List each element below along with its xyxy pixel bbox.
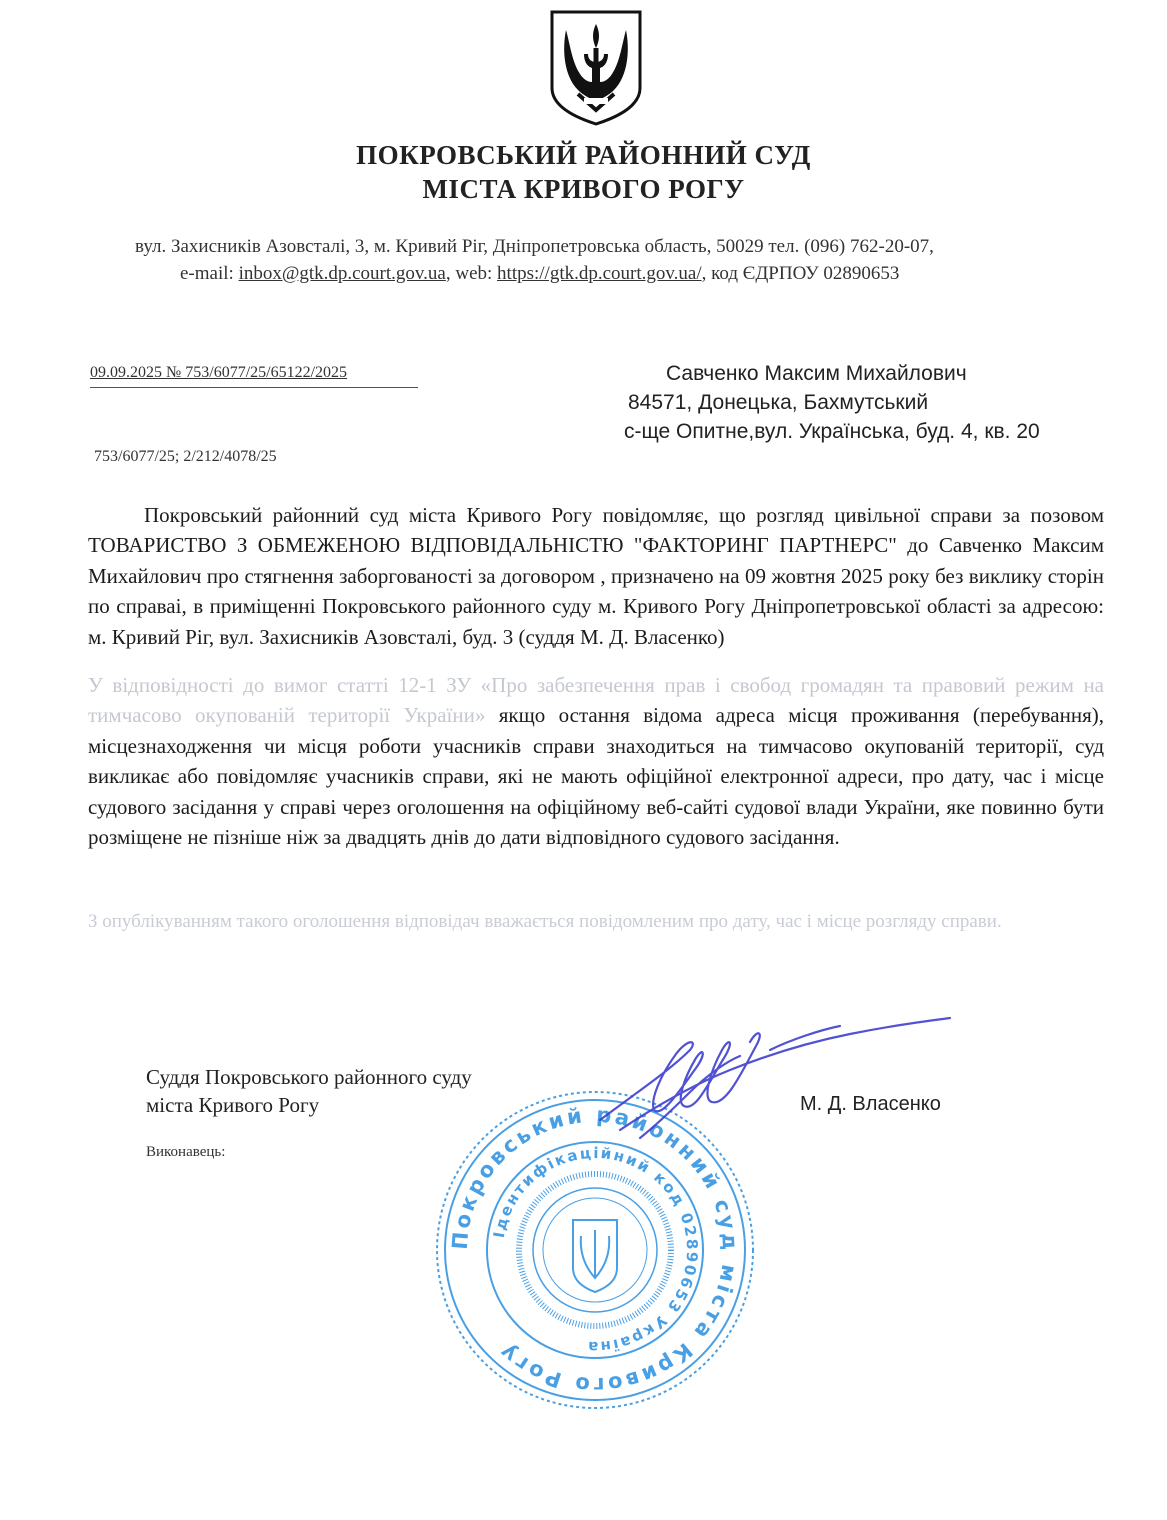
notice-paragraph-2 <box>88 670 1104 852</box>
email-link[interactable]: inbox@gtk.dp.court.gov.ua <box>238 263 446 284</box>
judge-signature <box>580 1010 960 1150</box>
case-numbers: 753/6077/25; 2/212/4078/25 <box>94 448 277 465</box>
web-label: , web: <box>445 263 498 284</box>
faded-law-reference: У відповідності до вимог статті 12-1 ЗУ «Про забезпечення прав і свобод громадян та правовий режим на тимчасово окупованій території України» <box>88 673 1104 728</box>
court-name-line2: МІСТА КРИВОГО РОГУ <box>422 174 745 204</box>
outgoing-reference: 09.09.2025 № 753/6077/25/65122/2025 <box>90 364 348 381</box>
judge-title-line1: Суддя Покровського районного суду <box>146 1065 472 1089</box>
notice-paragraph-1: Покровський районний суд міста Кривого Рогу повідомляє, що розгляд цивільної справи за позовом ТОВАРИСТВО З ОБМЕЖЕНОЮ ВІДПОВІДАЛЬНІСТЮ "ФАКТОРИНГ ПАРТНЕРС" до Савченко Максим Михайлович про стягнення заборгованості за договором , призначено на 09 жовтня 2025 року без виклику сторін по справаі, в приміщенні Покровського районного суду м. Кривого Рогу Дніпропетровської області за адресою: м. Кривий Ріг, вул. Захисників Азовсталі, буд. 3 (суддя М. Д. Власенко) <box>88 503 1104 649</box>
trident-emblem-icon <box>548 10 644 126</box>
recipient-name: Савченко Максим Михайлович <box>666 362 967 385</box>
notice-paragraph-3-faded: З опублікуванням такого оголошення відповідач вважається повідомленим про дату, час і місце розгляду справи. <box>88 911 1002 932</box>
judge-name: М. Д. Власенко <box>800 1093 941 1115</box>
court-contacts <box>180 263 899 285</box>
court-address: вул. Захисників Азовсталі, 3, м. Кривий Ріг, Дніпропетровська область, 50029 тел. (096) 762-20-07, <box>135 236 934 257</box>
web-link[interactable]: https://gtk.dp.court.gov.ua/ <box>497 263 702 284</box>
recipient-address-line2: с-ще Опитне,вул. Українська, буд. 4, кв. 20 <box>624 420 1040 443</box>
svg-text:Ідентифікаційний код 02890653: Ідентифікаційний код 02890653 Україна <box>489 1143 702 1357</box>
edrpou-code: , код ЄДРПОУ 02890653 <box>701 263 900 284</box>
judge-title-line2: міста Кривого Рогу <box>146 1093 320 1117</box>
svg-text:Покровський районний суд міста: Покровський районний суд міста Кривого Рогу <box>447 1102 743 1398</box>
reference-underline <box>90 387 418 388</box>
executor-label: Виконавець: <box>146 1144 226 1160</box>
notice-paragraph-2-text: якщо остання відома адреса місця проживання (перебування), місцезнаходження чи місця роботи учасників справи знаходиться на тимчасово окупованій території, суд викликає або повідомляє учасників справи, які не мають офіційної електронної адреси, про дату, час і місце судового засідання у справі через оголошення на офіційному веб-сайті судової влади України, яке повинно бути розміщене не пізніше ніж за двадцять днів до дати відповідного судового засідання. <box>88 703 1104 850</box>
email-label: e-mail: <box>180 263 239 284</box>
court-name-line1: ПОКРОВСЬКИЙ РАЙОННИЙ СУД <box>356 140 811 170</box>
recipient-address-line1: 84571, Донецька, Бахмутський <box>628 391 929 414</box>
